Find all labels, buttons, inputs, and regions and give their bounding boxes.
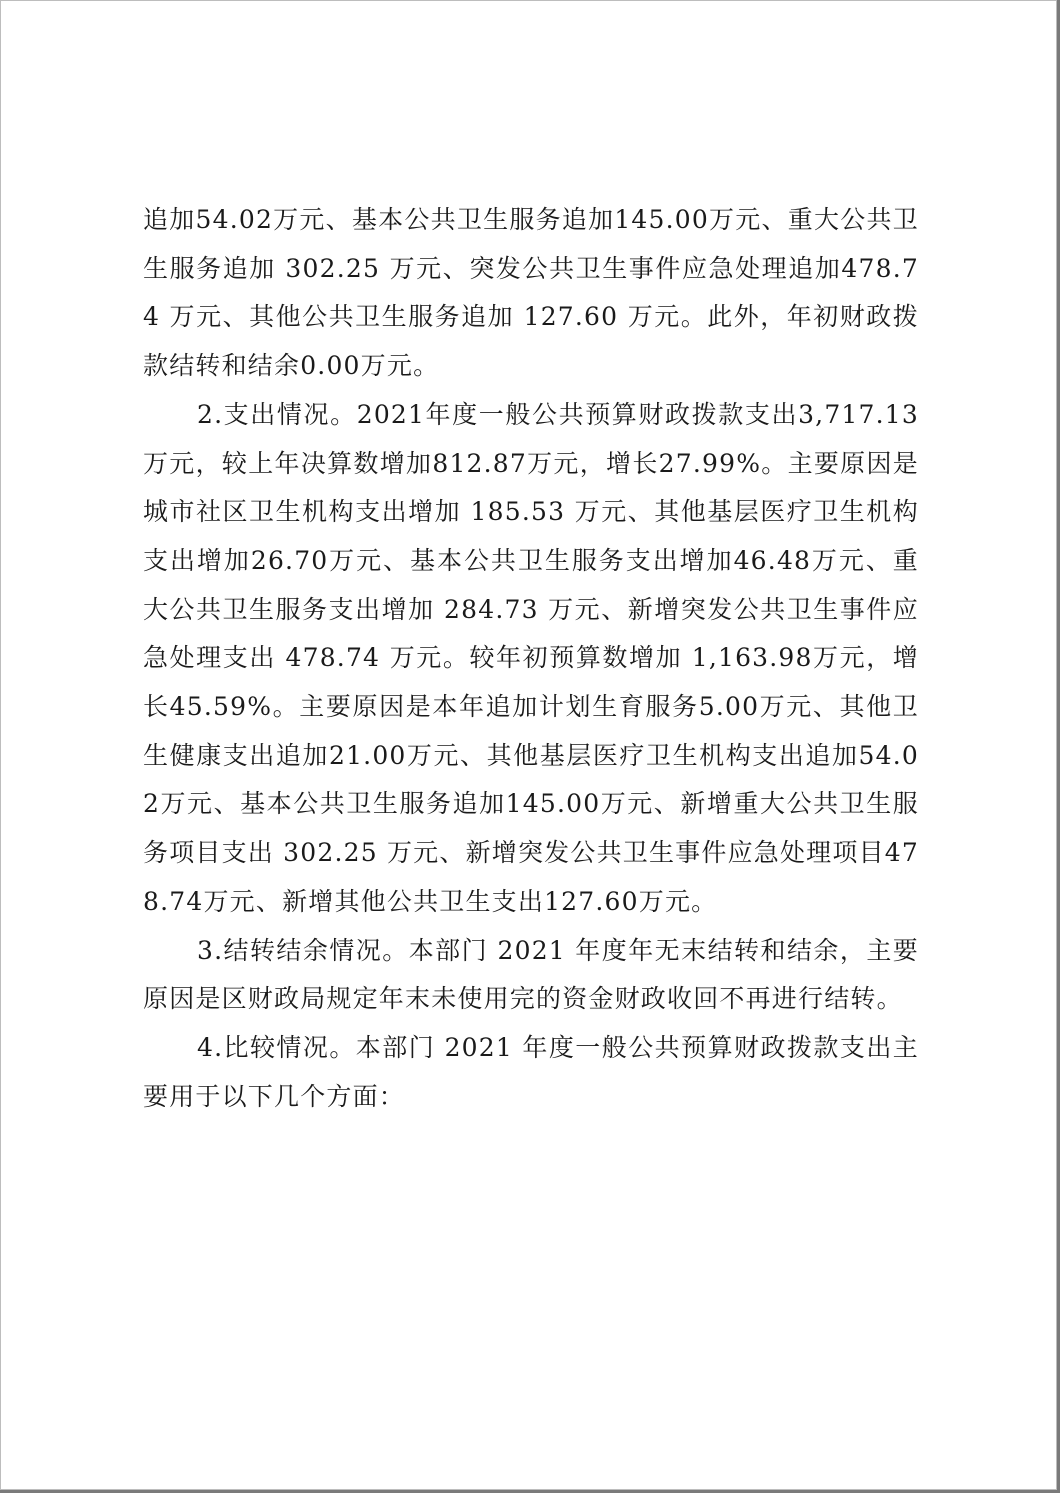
paragraph-comparison: 4.比较情况。本部门 2021 年度一般公共预算财政拨款支出主要用于以下几个方面： (143, 1032, 919, 1111)
document-body (143, 196, 919, 1121)
paragraph-expenditure: 2.支出情况。2021年度一般公共预算财政拨款支出3,717.13万元，较上年决算数增加812.87万元，增长27.99%。主要原因是城市社区卫生机构支出增加 185.53 万元、其他基层医疗卫生机构支出增加26.70万元、基本公共卫生服务支出增加46.48万元、重大公共卫生服务支出增加 284.73 万元、新增突发公共卫生事件应急处理支出 478.74 万元。较年初预算数增加 1,163.98万元，增长45.59%。主要原因是本年追加计划生育服务5.00万元、其他卫生健康支出追加21.00万元、其他基层医疗卫生机构支出追加54.02万元、基本公共卫生服务追加145.00万元、新增重大公共卫生服务项目支出 302.25 万元、新增突发公共卫生事件应急处理项目478.74万元、新增其他公共卫生支出127.60万元。 (143, 399, 919, 916)
paragraph-income-continued: 追加54.02万元、基本公共卫生服务追加145.00万元、重大公共卫生服务追加 302.25 万元、突发公共卫生事件应急处理追加478.74 万元、其他公共卫生服务追加 127.60 万元。此外，年初财政拨款结转和结余0.00万元。 (143, 205, 919, 381)
paragraph-carryover: 3.结转结余情况。本部门 2021 年度年无末结转和结余，主要原因是区财政局规定年末未使用完的资金财政收回不再进行结转。 (143, 935, 919, 1014)
